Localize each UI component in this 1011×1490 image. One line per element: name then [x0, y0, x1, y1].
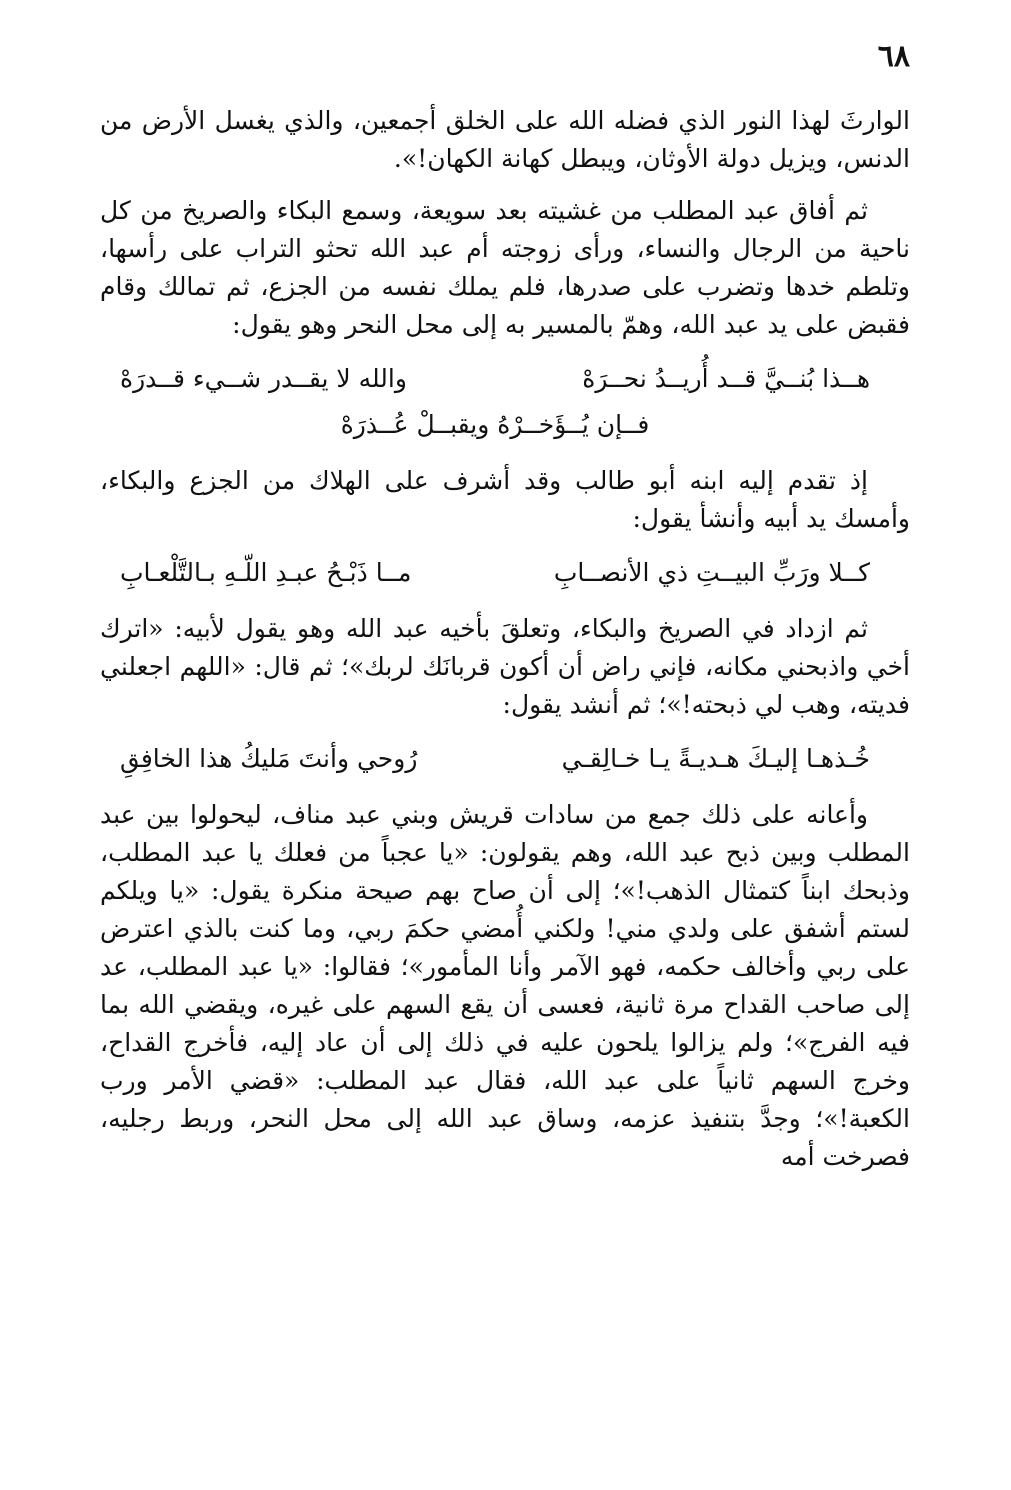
verse-offering: [100, 738, 910, 780]
page-text: [100, 102, 910, 1190]
verse-hemistich-left: والله لا يقــدر شــيء قــدرَهْ: [120, 364, 407, 393]
verse-hemistich-left: مــا ذَبْـحُ عبـدِ اللّـهِ بـالتَّلْعـابِ: [120, 558, 412, 587]
verse-line: [100, 404, 910, 446]
verse-line: [100, 552, 910, 594]
paragraph-3: إذ تقدم إليه ابنه أبو طالب وقد أشرف على الهلاك من الجزع والبكاء، وأمسك يد أبيه وأنشأ يقول:: [100, 466, 910, 533]
paragraph-5: وأعانه على ذلك جمع من سادات قريش وبني عبد مناف، ليحولوا بين عبد المطلب وبين ذبح عبد الله، وهم يقولون: «يا عجباً من فعلك يا عبد المطلب، وذبحك ابناً كتمثال الذهب!»؛ إلى أن صاح بهم صيحة منكرة يقول: «يا ويلكم لستم أشفق على ولدي مني! ولكني أُمضي حكمَ ربي، وما كنت بالذي اعترض على ربي وأخالف حكمه، فهو الآمر وأنا المأمور»؛ فقالوا: «يا عبد المطلب، عد إلى صاحب القداح مرة ثانية، فعسى أن يقع السهم على غيره، ويقضي الله بما فيه الفرج»؛ ولم يزالوا يلحون عليه في ذلك إلى أن عاد إليه، فأخرج القداح، وخرج السهم ثانياً على عبد الله، فقال عبد المطلب: «قضي الأمر ورب الكعبة!»؛ وجدَّ بتنفيذ عزمه، وساق عبد الله إلى محل النحر، وربط رجليه، فصرخت أمه: [100, 800, 910, 1171]
verse-hemistich-left: رُوحي وأنتَ مَليكُ هذا الخافِقِ: [120, 744, 418, 773]
verse-hemistich-right: كــلا ورَبِّ البيــتِ ذي الأنصــابِ: [553, 558, 870, 587]
verse-hemistich-right: خُـذهـا إليـكَ هـديـةً يـا خـالِقـي: [561, 744, 870, 773]
verse-hemistich-right: هــذا بُنــيَّ قــد أُريــدُ نحــرَهْ: [582, 364, 870, 393]
paragraph-1: الوارثَ لهذا النور الذي فضله الله على الخلق أجمعين، والذي يغسل الأرض من الدنس، ويزيل دولة الأوثان، ويبطل كهانة الكهان!».: [100, 106, 910, 173]
verse-line: [100, 738, 910, 780]
verse-abd-al-muttalib: [100, 358, 910, 446]
book-page: [100, 30, 910, 1460]
paragraph-2: ثم أفاق عبد المطلب من غشيته بعد سويعة، وسمع البكاء والصريخ من كل ناحية من الرجال والنساء، ورأى زوجته أم عبد الله تحثو التراب على رأسها، وتلطم خدها وتضرب على صدرها، فلم يملك نفسه من الجزع، ثم تمالك وقام فقبض على يد عبد الله، وهمّ بالمسير به إلى محل النحر وهو يقول:: [100, 196, 910, 339]
verse-hemistich: فــإن يُــؤَخــرْهُ ويقبــلْ عُــذرَهْ: [340, 410, 650, 439]
verse-line: [100, 358, 910, 400]
paragraph-4: ثم ازداد في الصريخ والبكاء، وتعلقَ بأخيه عبد الله وهو يقول لأبيه: «اترك أخي واذبحني مكانه، فإني راض أن أكون قربانَك لربك»؛ ثم قال: «اللهم اجعلني فديته، وهب لي ذبحته!»؛ ثم أنشد يقول:: [100, 614, 910, 719]
page-number: ٦٨: [877, 39, 910, 74]
verse-abu-talib: [100, 552, 910, 594]
